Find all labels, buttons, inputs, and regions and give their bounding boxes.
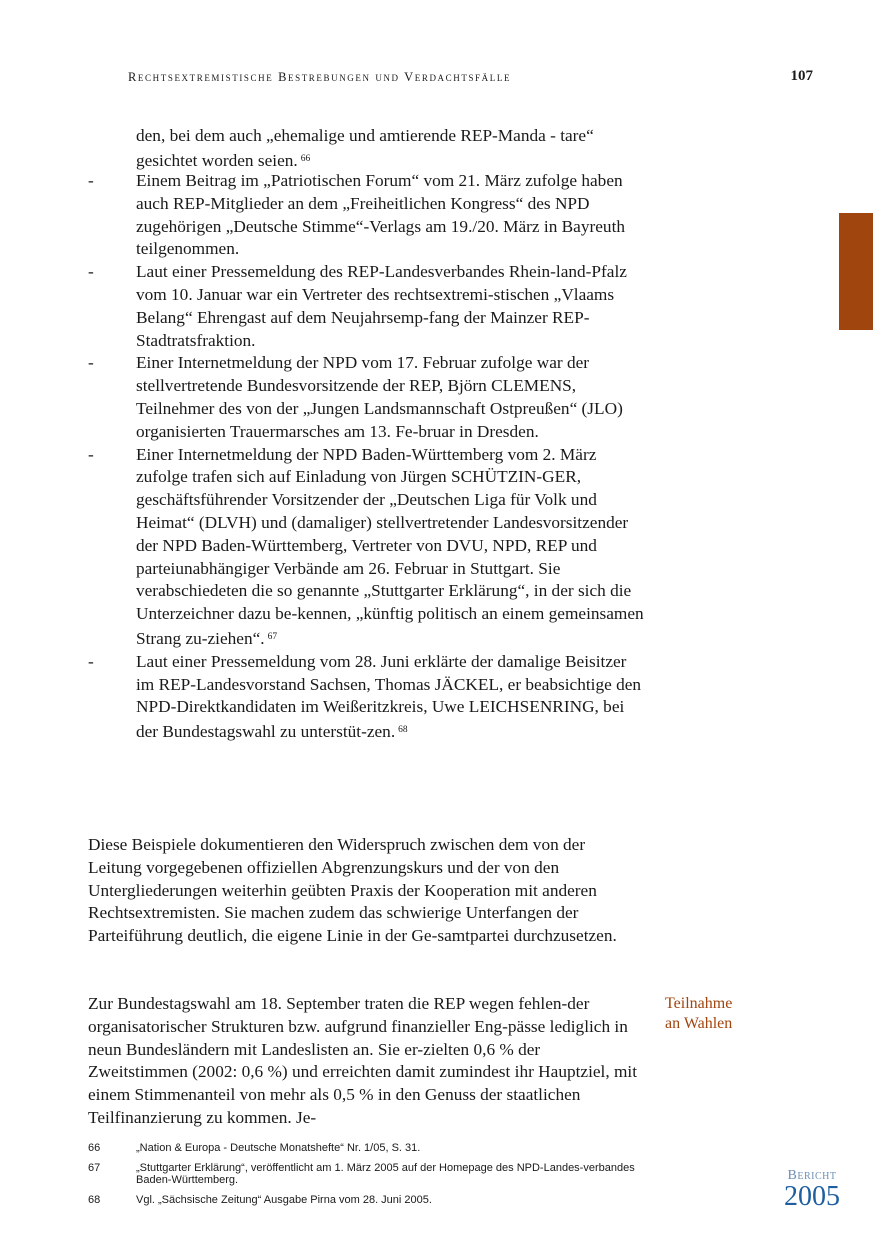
- bullet-text: Laut einer Pressemeldung des REP-Landesverbandes Rhein-land-Pfalz vom 10. Januar war ein Vertreter des rechtsextremi-stischen „Vlaams Belang“ Ehrengast auf dem Neujahrsemp-fang der Mainzer REP-Stadtratsfraktion.: [136, 262, 627, 350]
- footnote-ref: 66: [300, 153, 311, 164]
- margin-note-line: Teilnahme: [665, 995, 733, 1012]
- running-head-title: Rechtsextremistische Bestrebungen und Verdachtsfälle: [128, 70, 512, 84]
- footnote-number: 66: [88, 1142, 101, 1154]
- list-item: [88, 444, 648, 651]
- continuation-body: den, bei dem auch „ehemalige und amtierende REP-Manda - tare“ gesichtet worden seien.: [136, 126, 594, 170]
- bullet-text: Einem Beitrag im „Patriotischen Forum“ vom 21. März zufolge haben auch REP-Mitglieder an dem „Freiheitlichen Kongress“ des NPD zugehörigen „Deutsche Stimme“-Verlags am 19./20. März in Bayreuth teilgenommen.: [136, 171, 626, 259]
- footnote: [88, 1194, 648, 1207]
- bullet-list: [88, 170, 648, 744]
- page-header: [128, 68, 813, 88]
- footnote: [88, 1142, 648, 1155]
- report-logo: [777, 1168, 847, 1210]
- chapter-side-tab: [839, 213, 873, 330]
- bullet-text: Einer Internetmeldung der NPD Baden-Württemberg vom 2. März zufolge trafen sich auf Einladung von Jürgen SCHÜTZIN-GER, geschäftsführender Vorsitzender der „Deutschen Liga für Volk und Heimat“ (DLVH) und (damaliger) stellvertretender Landesvorsitzender der NPD Baden-Württemberg, Vertreter von DVU, NPD, REP und parteiunabhängiger Verbände am 26. Februar in Stuttgart. Sie verabschiedeten die so genannte „Stuttgarter Erklärung“, in der sich die Unterzeichner dazu be-kennen, „künftig politisch an einem gemeinsamen Strang zu-ziehen“.: [136, 444, 644, 648]
- bullet-marker: -: [88, 651, 94, 671]
- footnote-ref: 67: [267, 631, 278, 642]
- page-number: 107: [790, 68, 813, 84]
- body-paragraph-election: Zur Bundestagswahl am 18. September traten die REP wegen fehlen-der organisatorischer Strukturen bzw. aufgrund finanzieller Eng-pässe lediglich in neun Bundesländern mit Landeslisten an. Sie er-zielten 0,6 % der Zweitstimmen (2002: 0,6 %) und erreichten damit zumindest ihr Hauptziel, mit einem Stimmenanteil von mehr als 0,5 % in den Genuss der staatlichen Teilfinanzierung zu kommen. Je-: [88, 994, 638, 1127]
- list-item: [88, 651, 648, 744]
- logo-word: Bericht: [787, 1168, 837, 1183]
- bullet-text: Laut einer Pressemeldung vom 28. Juni erklärte der damalige Beisitzer im REP-Landesvorstand Sachsen, Thomas JÄCKEL, er beabsichtige den NPD-Direktkandidaten im Weißeritzkreis, Uwe LEICHSENRING, bei der Bundestagswahl zu unterstüt-zen.: [136, 651, 642, 742]
- footnote-text: „Stuttgarter Erklärung“, veröffentlicht am 1. März 2005 auf der Homepage des NPD-Landes-verbandes Baden-Württemberg.: [136, 1161, 635, 1186]
- footnote-text: Vgl. „Sächsische Zeitung“ Ausgabe Pirna vom 28. Juni 2005.: [136, 1193, 432, 1206]
- footnotes: [88, 1142, 648, 1213]
- bullet-text: Einer Internetmeldung der NPD vom 17. Februar zufolge war der stellvertretende Bundesvorsitzende der REP, Björn CLEMENS, Teilnehmer des von der „Jungen Landsmannschaft Ostpreußen“ (JLO) organisierten Trauermarsches am 13. Fe-bruar in Dresden.: [136, 353, 623, 441]
- margin-note: [665, 994, 775, 1034]
- bullet-marker: -: [88, 262, 94, 282]
- footnote-text: „Nation & Europa - Deutsche Monatshefte“ Nr. 1/05, S. 31.: [136, 1142, 421, 1154]
- margin-note-line: an Wahlen: [665, 1015, 733, 1032]
- list-item: [88, 170, 648, 261]
- footnote-ref: 68: [398, 725, 408, 736]
- bullet-marker: -: [88, 171, 94, 190]
- continuation-text: [136, 125, 646, 173]
- list-item: [88, 352, 648, 443]
- bullet-marker: -: [88, 444, 94, 464]
- footnote: [88, 1162, 648, 1187]
- body-paragraph-cooperation: Diese Beispiele dokumentieren den Widerspruch zwischen dem von der Leitung vorgegebenen offiziellen Abgrenzungskurs und der von den Untergliederungen weiterhin geübten Praxis der Kooperation mit anderen Rechtsextremisten. Sie machen zudem das schwierige Unterfangen der Parteiführung deutlich, die eigene Linie in der Ge-samtpartei durchzusetzen.: [88, 835, 617, 946]
- list-item: [88, 261, 648, 352]
- bullet-marker: -: [88, 353, 94, 373]
- logo-year: 2005: [784, 1181, 840, 1212]
- footnote-number: 67: [88, 1161, 101, 1174]
- footnote-number: 68: [88, 1193, 101, 1206]
